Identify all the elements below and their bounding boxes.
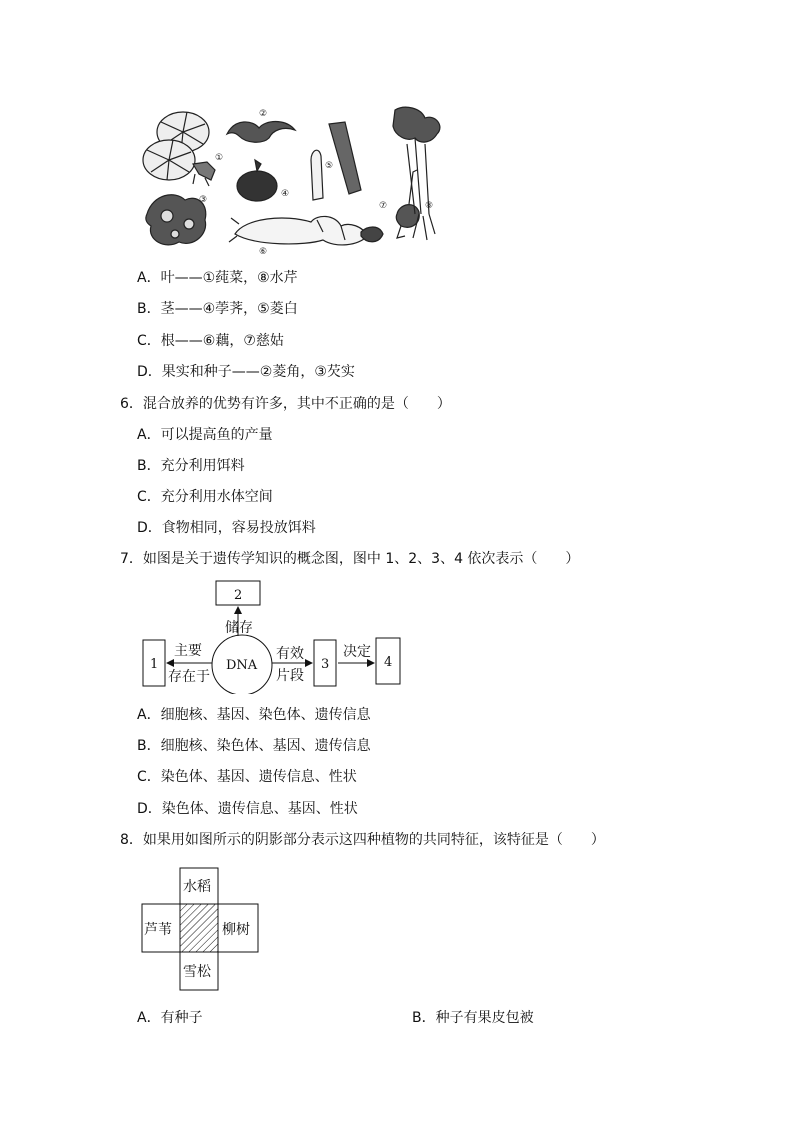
- q8-option-b: B．种子有果皮包被: [412, 1010, 534, 1026]
- marker-3: ③: [199, 195, 208, 205]
- marker-7: ⑦: [379, 201, 388, 211]
- main-label-1: 主要: [174, 643, 202, 659]
- q6-option-b: B．充分利用饵料: [137, 458, 245, 474]
- box-3-label: 3: [321, 657, 330, 672]
- main-label-2: 存在于: [168, 669, 210, 685]
- euryale-drawing: [146, 195, 206, 245]
- marker-6: ⑥: [259, 247, 268, 257]
- marker-5: ⑤: [325, 161, 334, 171]
- dna-label: DNA: [226, 658, 258, 673]
- genetics-concept-map: [138, 576, 408, 694]
- q7-option-b: B．细胞核、染色体、基因、遗传信息: [137, 738, 371, 754]
- q8-option-a: A．有种子: [137, 1010, 203, 1026]
- q8-stem: 8．如果用如图所示的阴影部分表示这四种植物的共同特征，该特征是（ ）: [120, 832, 605, 848]
- q5-option-b: B．茎——④荸荠，⑤菱白: [137, 301, 298, 317]
- shared-feature-hatched-cell: [180, 904, 218, 952]
- effective-label-1: 有效: [276, 646, 304, 662]
- plant-right-label: 柳树: [222, 922, 250, 938]
- q6-option-a: A．可以提高鱼的产量: [137, 427, 273, 443]
- marker-4: ④: [281, 189, 290, 199]
- box-1-label: 1: [150, 657, 159, 672]
- water-chestnut-drawing: [237, 160, 277, 201]
- plant-top-label: 水稻: [183, 879, 211, 895]
- q7-option-d: D．染色体、遗传信息、基因、性状: [137, 801, 358, 817]
- water-shield-leaves-drawing: [143, 112, 215, 186]
- plant-left-label: 芦苇: [144, 922, 172, 938]
- q5-option-c: C．根——⑥藕，⑦慈姑: [137, 333, 284, 349]
- marker-8: ⑧: [425, 201, 434, 211]
- effective-label-2: 片段: [276, 668, 304, 684]
- q5-option-d: D．果实和种子——②菱角，③芡实: [137, 364, 355, 380]
- marker-1: ①: [215, 153, 224, 163]
- q6-option-d: D．食物相同，容易投放饵料: [137, 520, 316, 536]
- lotus-root-drawing: [229, 216, 383, 245]
- store-label: 储存: [225, 620, 253, 636]
- q5-option-a: A．叶——①莼菜，⑧水芹: [137, 270, 298, 286]
- q7-stem: 7．如图是关于遗传学知识的概念图，图中 1、2、3、4 依次表示（ ）: [120, 551, 580, 567]
- q7-option-a: A．细胞核、基因、染色体、遗传信息: [137, 707, 371, 723]
- q6-stem: 6．混合放养的优势有许多，其中不正确的是（ ）: [120, 396, 451, 412]
- decide-label: 决定: [343, 644, 371, 660]
- box-2-label: 2: [234, 588, 243, 603]
- plant-bottom-label: 雪松: [183, 964, 211, 980]
- marker-2: ②: [259, 109, 268, 119]
- q7-option-c: C．染色体、基因、遗传信息、性状: [137, 769, 357, 785]
- plant-illustration: [135, 104, 447, 258]
- box-4-label: 4: [384, 655, 393, 670]
- plant-features-cross-diagram: [140, 866, 262, 992]
- q6-option-c: C．充分利用水体空间: [137, 489, 273, 505]
- wild-rice-stem-drawing: [311, 122, 361, 200]
- water-caltrop-drawing: [227, 122, 295, 143]
